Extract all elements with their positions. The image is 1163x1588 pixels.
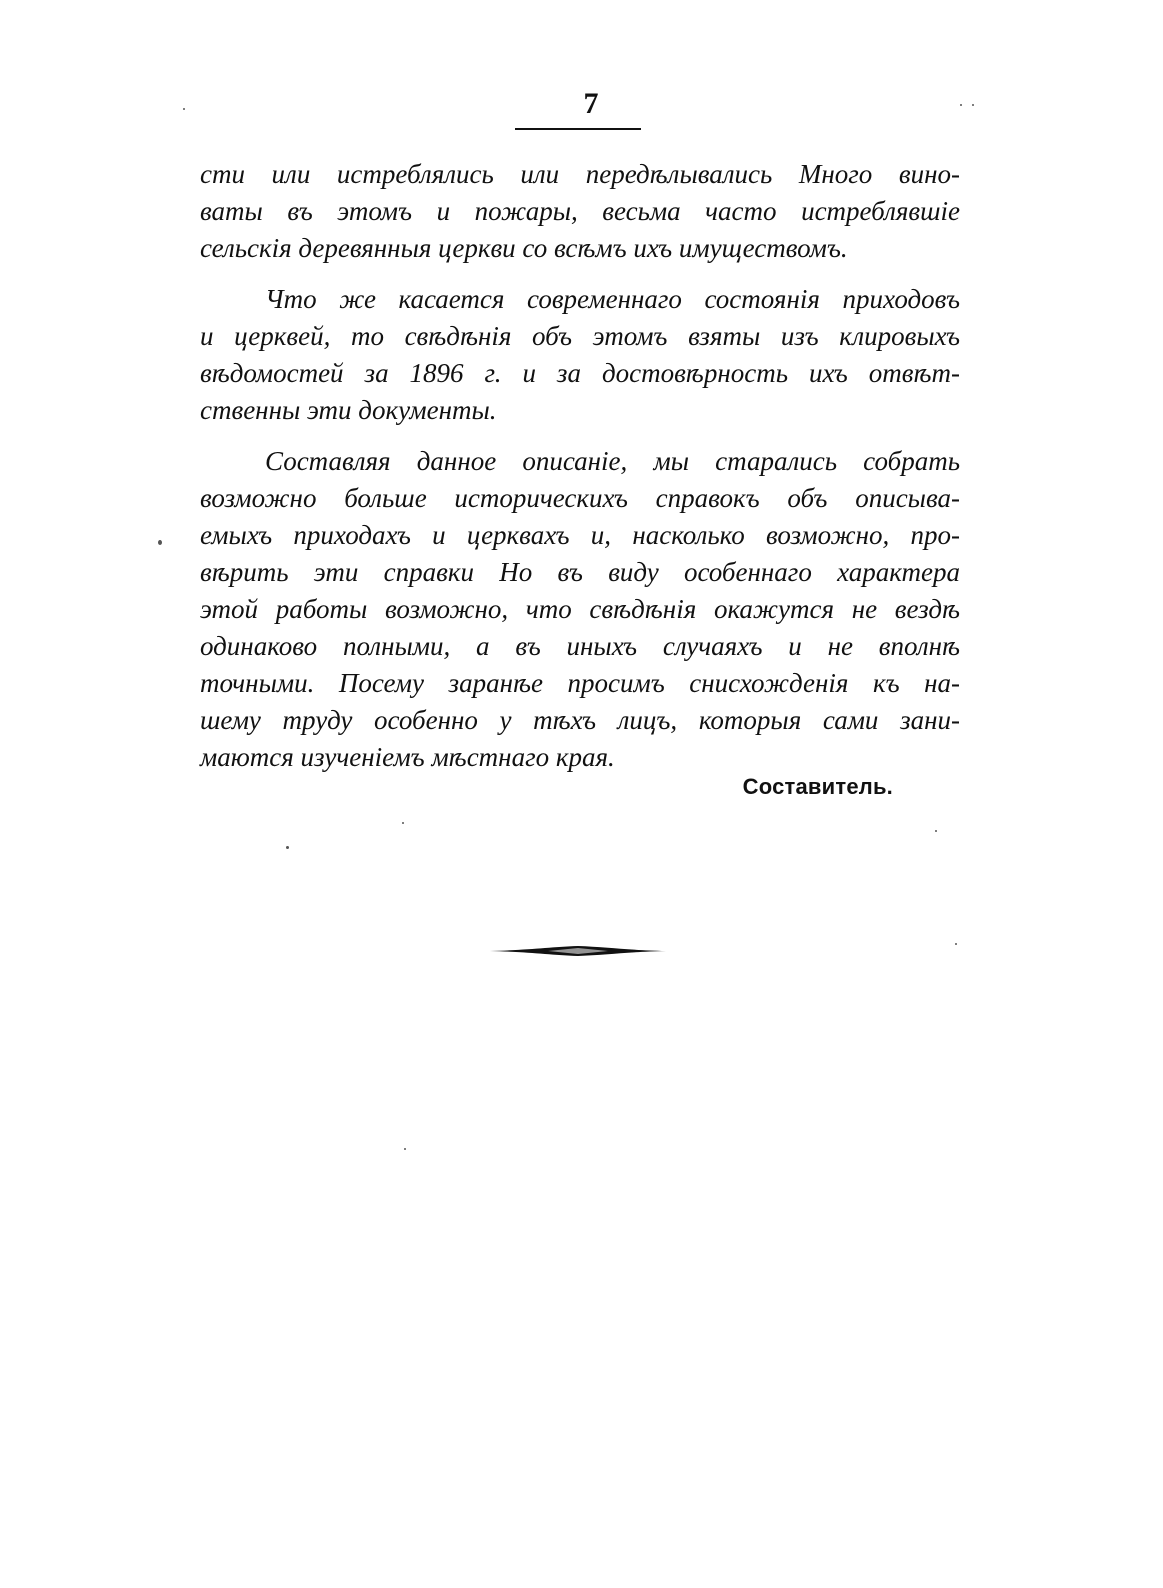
text-line: одинаково полными, а въ иныхъ случаяхъ и не вполнѣ bbox=[200, 631, 960, 661]
text-line: ственны эти документы. bbox=[200, 395, 497, 425]
text-line: возможно больше историческихъ справокъ объ описыва- bbox=[200, 483, 960, 513]
text-line: Составляя данное описаніе, мы старались собрать bbox=[265, 446, 960, 476]
signature: Составитель. bbox=[742, 774, 893, 799]
text-line: ваты въ этомъ и пожары, весьма часто истреблявшіе bbox=[200, 196, 960, 226]
page-number: 7 bbox=[583, 87, 599, 120]
page-number-rule bbox=[515, 128, 641, 130]
text-line: емыхъ приходахъ и церквахъ и, насколько возможно, про- bbox=[200, 520, 960, 550]
paragraph-1 bbox=[200, 156, 960, 267]
paragraph-3 bbox=[200, 443, 960, 776]
text-line: точными. Посему заранѣе просимъ снисхожденія къ на- bbox=[200, 668, 960, 698]
text-line: шему труду особенно у тѣхъ лицъ, которыя сами зани- bbox=[200, 705, 960, 735]
text-line: и церквей, то свѣдѣнія объ этомъ взяты изъ клировыхъ bbox=[200, 321, 960, 351]
text-line: вѣдомостей за 1896 г. и за достовѣрность ихъ отвѣт- bbox=[200, 358, 960, 388]
text-line: Что же касается современнаго состоянія приходовъ bbox=[265, 284, 960, 314]
text-line: сти или истреблялись или передѣлывались Много вино- bbox=[200, 159, 960, 189]
text-line: маются изученіемъ мѣстнаго края. bbox=[200, 742, 615, 772]
body-text bbox=[200, 156, 960, 776]
text-line: вѣрить эти справки Но въ виду особеннаго характера bbox=[200, 557, 960, 587]
text-line: этой работы возможно, что свѣдѣнія окажутся не вездѣ bbox=[200, 594, 960, 624]
text-line: сельскія деревянныя церкви со всѣмъ ихъ имуществомъ. bbox=[200, 233, 848, 263]
paragraph-2 bbox=[200, 281, 960, 429]
tapered-rule-ornament-icon bbox=[490, 942, 666, 960]
